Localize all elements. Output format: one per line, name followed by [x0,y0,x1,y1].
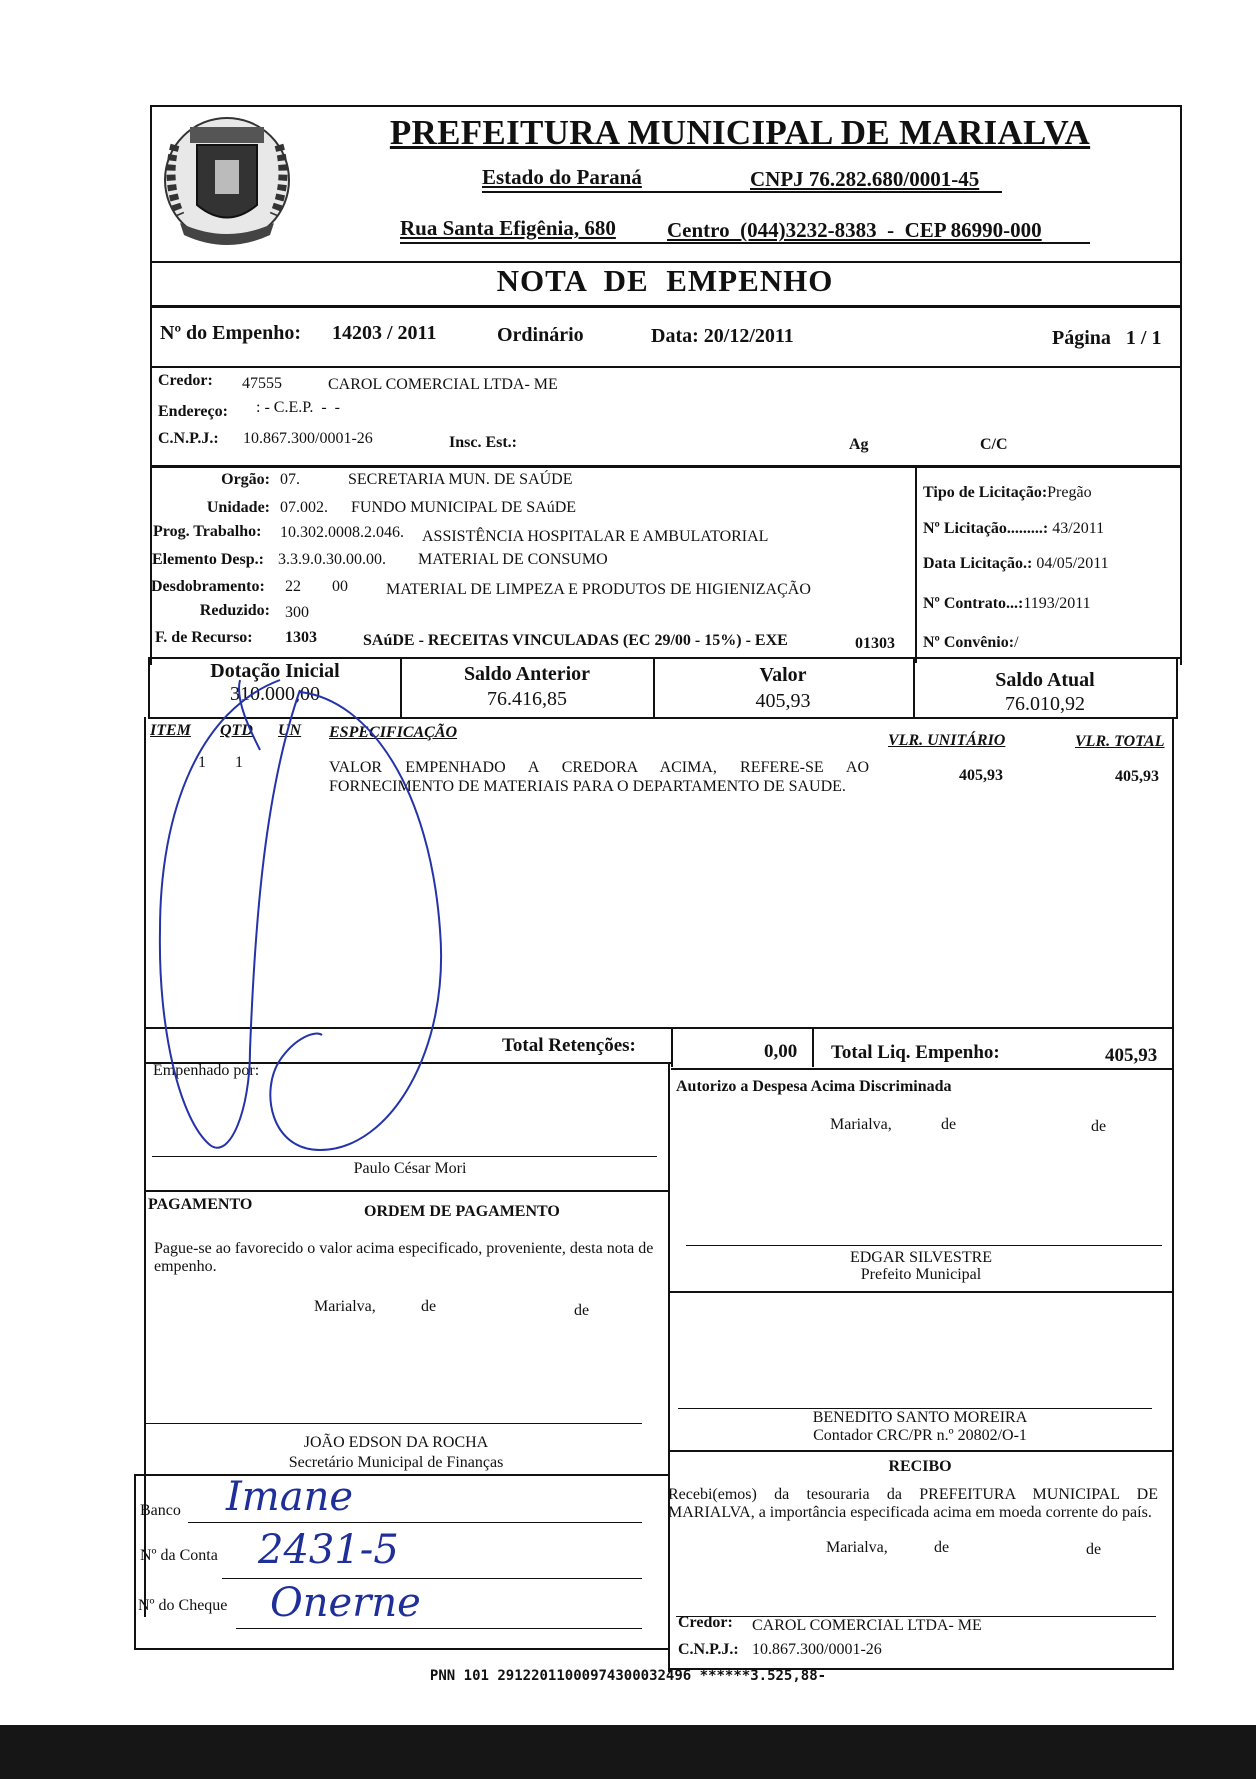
prog-code: 10.302.0008.2.046. [280,524,404,541]
pagamento-de1: de [421,1298,437,1315]
num-licitacao-value: 43/2011 [1052,520,1105,537]
autorizo-signer: EDGAR SILVESTRE [849,1249,993,1266]
autorizo-role: Prefeito Municipal [860,1266,982,1283]
rule-contador-bottom [668,1450,1172,1452]
reduzido-value: 300 [285,604,309,621]
rule-saldos-top [150,657,1182,659]
banco-frame-bottom [134,1648,670,1650]
tipo-licitacao [923,484,1092,502]
empenhado-name: Paulo César Mori [353,1160,467,1177]
conta-label: Nº da Conta [140,1547,218,1564]
cheque-label: Nº do Cheque [138,1597,228,1614]
autorizo-de1: de [941,1116,957,1133]
num-convenio [923,634,1019,652]
empenhado-label: Empenhado por: [153,1062,260,1079]
recurso-name: SAúDE - RECEITAS VINCULADAS (EC 29/00 - 15%) - EXE [363,632,788,649]
orgao-name: SECRETARIA MUN. DE SAÚDE [348,471,573,488]
elem-code: 3.3.9.0.30.00.00. [278,551,386,568]
num-convenio-label: Nº Convênio: [923,634,1015,651]
saldo-anterior-label: Saldo Anterior [463,663,591,685]
liq-empenho-value: 405,93 [1105,1045,1158,1066]
address-underline [400,242,1090,244]
frame-right [1180,105,1182,665]
rule-pagamento-bottom [134,1474,670,1476]
rule-credor-bottom [150,465,1182,468]
cheque-handwritten: Onerne [270,1580,421,1626]
autorizo-place: Marialva, [830,1116,892,1133]
elem-label: Elemento Desp.: [152,551,264,568]
item-spec: VALOR EMPENHADO A CREDORA ACIMA, REFERE-SE AO FORNECIMENTO DE MATERIAIS PARA O DEPARTAMENTO DE SAUDE. [329,759,869,795]
banco-label: Banco [140,1502,181,1519]
recibo-cnpj-label: C.N.P.J.: [678,1641,739,1658]
pagamento-de2: de [574,1302,590,1319]
retencoes-label: Total Retenções: [502,1035,636,1056]
recibo-label: RECIBO [888,1458,952,1475]
prog-label: Prog. Trabalho: [153,523,262,540]
num-convenio-value: / [1014,634,1019,651]
municipal-coat-of-arms [155,105,300,255]
num-contrato [923,595,1091,613]
recurso-label: F. de Recurso: [155,629,253,646]
header-street: Rua Santa Efigênia, 680 [400,216,616,240]
num-licitacao-label: Nº Licitação.........: [923,520,1049,537]
pagamento-signer: JOÃO EDSON DA ROCHA [303,1434,489,1451]
pagamento-text: Pague-se ao favorecido o valor acima especificado, proveniente, desta nota de empenho. [154,1240,654,1275]
items-frame-right [1172,717,1174,1669]
unidade-label: Unidade: [206,499,270,516]
col-spec: ESPECIFICAÇÃO [329,724,458,741]
empenho-type: Ordinário [497,324,584,346]
banco-frame-left [134,1474,136,1650]
tipo-licitacao-label: Tipo de Licitação: [923,484,1048,501]
credor-code: 47555 [242,375,282,392]
num-licitacao [923,520,1104,538]
rule-empenhado-bottom [144,1190,670,1192]
autorizo-sign-line [686,1245,1162,1246]
empenho-number: 14203 / 2011 [332,322,437,344]
cnpj-label: C.N.P.J.: [158,430,219,447]
header-cnpj: CNPJ 76.282.680/0001-45 [750,167,980,191]
ag-label: Ag [849,436,869,453]
pagamento-sign-line [146,1423,642,1424]
totals-div2 [812,1027,814,1067]
totals-div1 [671,1027,673,1067]
saldo-atual-label: Saldo Atual [995,669,1095,691]
recibo-cnpj: 10.867.300/0001-26 [752,1641,882,1658]
item-number: 1 [198,754,206,771]
recibo-credor: CAROL COMERCIAL LTDA- ME [752,1617,982,1634]
data-licitacao-value: 04/05/2011 [1036,555,1109,572]
num-contrato-value: 1193/2011 [1023,595,1091,612]
contador-signer: BENEDITO SANTO MOREIRA [812,1409,1028,1426]
budget-divider [915,467,917,663]
desd-code2: 00 [332,578,348,595]
col-unit-value: VLR. UNITÁRIO [888,732,1006,749]
desd-name: MATERIAL DE LIMPEZA E PRODUTOS DE HIGIENIZAÇÃO [386,581,811,598]
valor-value: 405,93 [755,690,811,712]
dotacao-label: Dotação Inicial [210,660,340,682]
tipo-licitacao-value: Pregão [1047,484,1092,501]
empenho-date: Data: 20/12/2011 [651,325,794,347]
credor-label: Credor: [158,372,213,389]
credor-name: CAROL COMERCIAL LTDA- ME [328,376,558,393]
endereco-label: Endereço: [158,403,228,420]
header-state: Estado do Paraná [482,165,642,189]
reduzido-label: Reduzido: [199,602,270,619]
header-title: PREFEITURA MUNICIPAL DE MARIALVA [389,113,1091,152]
ordem-pagamento-label: ORDEM DE PAGAMENTO [364,1203,560,1220]
empenho-number-label: Nº do Empenho: [160,322,302,344]
recibo-de2: de [1086,1541,1102,1558]
item-total-value: 405,93 [1115,768,1159,785]
unidade-name: FUNDO MUNICIPAL DE SAúDE [351,499,577,516]
blue-signature [140,670,480,1170]
item-qtd: 1 [235,754,243,771]
footer-code: PNN 101 29122011000974300032496 ******3.525,88- [429,1668,827,1684]
lower-split [668,1062,670,1672]
retencoes-value: 0,00 [764,1041,798,1062]
rule-empenho-bottom [150,366,1182,368]
dotacao-value: 310.000,00 [230,683,320,705]
banco-line [188,1522,642,1523]
recurso-number: 01303 [855,635,895,652]
rule-totals-bottom-right [671,1068,1174,1070]
contador-role: Contador CRC/PR n.º 20802/O-1 [813,1427,1027,1444]
col-item: ITEM [150,722,191,739]
recibo-place: Marialva, [826,1539,888,1556]
elem-name: MATERIAL DE CONSUMO [418,551,608,568]
conta-handwritten: 2431-5 [258,1527,399,1573]
insc-label: Insc. Est.: [449,434,518,451]
rule-autorizo-bottom [668,1291,1172,1293]
scan-bottom-edge [0,1725,1256,1779]
col-un: UN [278,722,302,739]
cheque-line [236,1628,642,1629]
data-licitacao [923,555,1109,573]
conta-line [222,1578,642,1579]
empenho-page: Página 1 / 1 [1052,327,1162,349]
rule-title-bottom [150,305,1182,308]
recibo-text: Recebi(emos) da tesouraria da PREFEITURA MUNICIPAL DE MARIALVA, a importância especificada acima em moeda corrente do país. [668,1486,1158,1521]
col-qtd: QTD [220,722,253,739]
banco-handwritten: Imane [226,1474,354,1520]
doc-title: NOTA DE EMPENHO [496,263,834,298]
saldo-anterior-value: 76.416,85 [487,688,567,710]
pagamento-role: Secretário Municipal de Finanças [288,1454,504,1471]
valor-label: Valor [759,664,807,686]
pagamento-place: Marialva, [314,1298,376,1315]
autorizo-label: Autorizo a Despesa Acima Discriminada [676,1078,952,1095]
recibo-credor-label: Credor: [678,1614,733,1631]
unidade-code: 07.002. [280,499,328,516]
num-contrato-label: Nº Contrato...: [923,595,1024,612]
endereco-value: : - C.E.P. - - [256,399,340,416]
cc-label: C/C [980,436,1008,453]
saldos-frame-right [1176,657,1178,719]
col-total-value: VLR. TOTAL [1075,733,1165,750]
prog-name: ASSISTÊNCIA HOSPITALAR E AMBULATORIAL [422,528,769,545]
frame-top [150,105,1182,107]
liq-empenho-label: Total Liq. Empenho: [831,1042,1000,1063]
saldo-atual-value: 76.010,92 [1005,693,1085,715]
item-unit-value: 405,93 [959,767,1003,784]
data-licitacao-label: Data Licitação.: [923,555,1033,572]
state-underline [482,191,1002,193]
autorizo-de2: de [1091,1118,1107,1135]
desd-code1: 22 [285,578,301,595]
recurso-code: 1303 [285,629,317,646]
cnpj-value: 10.867.300/0001-26 [243,430,373,447]
recibo-de1: de [934,1539,950,1556]
header-address: Centro (044)3232-8383 - CEP 86990-000 [667,218,1042,242]
orgao-label: Orgão: [221,471,270,488]
orgao-code: 07. [280,471,300,488]
pagamento-label: PAGAMENTO [148,1196,253,1213]
desd-label: Desdobramento: [151,578,265,595]
